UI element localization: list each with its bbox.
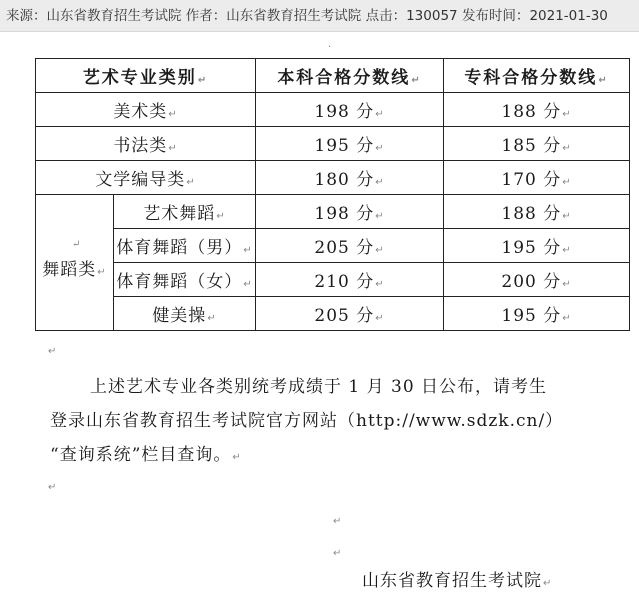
row-bachelor: 205 分↵ bbox=[256, 297, 444, 331]
row-subcategory: 体育舞蹈（女）↵ bbox=[114, 263, 256, 297]
author-value: 山东省教育招生考试院 bbox=[226, 8, 362, 24]
row-bachelor: 195 分↵ bbox=[256, 127, 444, 161]
notice-paragraph bbox=[50, 370, 622, 475]
row-category: 文学编导类↵ bbox=[36, 161, 256, 195]
dance-group-label: 舞蹈类 bbox=[42, 260, 97, 280]
paragraph-dot-mark: · bbox=[328, 42, 332, 53]
dance-group-cell: ↵ 舞蹈类↵ bbox=[36, 195, 114, 331]
header-bachelor: 本科合格分数线↵ bbox=[256, 59, 444, 93]
row-bachelor: 198 分↵ bbox=[256, 93, 444, 127]
date-value: 2021-01-30 bbox=[529, 8, 608, 24]
source-label: 来源： bbox=[6, 8, 47, 24]
table-row bbox=[36, 229, 630, 263]
row-associate: 195 分↵ bbox=[444, 229, 630, 263]
notice-line-1: 上述艺术专业各类别统考成绩于 1 月 30 日公布，请考生 bbox=[90, 377, 548, 397]
return-mark: ↵ bbox=[48, 346, 57, 357]
table-header-row bbox=[36, 59, 630, 93]
header-category: 艺术专业类别↵ bbox=[36, 59, 256, 93]
table-row bbox=[36, 93, 630, 127]
table-row bbox=[36, 127, 630, 161]
score-table bbox=[35, 58, 630, 331]
row-subcategory: 体育舞蹈（男）↵ bbox=[114, 229, 256, 263]
date-label: 发布时间： bbox=[461, 8, 530, 24]
notice-line-3: “查询系统”栏目查询。↵ bbox=[50, 445, 242, 465]
return-mark: ↵ bbox=[333, 548, 342, 559]
row-bachelor: 180 分↵ bbox=[256, 161, 444, 195]
table-row bbox=[36, 161, 630, 195]
article-meta-bar bbox=[0, 0, 639, 32]
row-associate: 170 分↵ bbox=[444, 161, 630, 195]
notice-line-2: 登录山东省教育招生考试院官方网站（http://www.sdzk.cn/） bbox=[50, 411, 564, 431]
row-bachelor: 198 分↵ bbox=[256, 195, 444, 229]
row-subcategory: 艺术舞蹈↵ bbox=[114, 195, 256, 229]
row-associate: 188 分↵ bbox=[444, 93, 630, 127]
clicks-label: 点击： bbox=[365, 8, 407, 24]
row-associate: 195 分↵ bbox=[444, 297, 630, 331]
row-subcategory: 健美操↵ bbox=[114, 297, 256, 331]
row-category: 美术类↵ bbox=[36, 93, 256, 127]
header-associate: 专科合格分数线↵ bbox=[444, 59, 630, 93]
signature: 山东省教育招生考试院↵ bbox=[362, 571, 553, 591]
row-bachelor: 205 分↵ bbox=[256, 229, 444, 263]
row-associate: 185 分↵ bbox=[444, 127, 630, 161]
table-row bbox=[36, 297, 630, 331]
row-associate: 200 分↵ bbox=[444, 263, 630, 297]
table-row bbox=[36, 263, 630, 297]
row-associate: 188 分↵ bbox=[444, 195, 630, 229]
return-mark: ↵ bbox=[333, 516, 342, 527]
source-value: 山东省教育招生考试院 bbox=[46, 8, 182, 24]
clicks-value: 130057 bbox=[406, 8, 458, 24]
table-row bbox=[36, 195, 630, 229]
return-mark: ↵ bbox=[48, 482, 57, 493]
author-label: 作者： bbox=[185, 8, 227, 24]
row-category: 书法类↵ bbox=[36, 127, 256, 161]
row-bachelor: 210 分↵ bbox=[256, 263, 444, 297]
